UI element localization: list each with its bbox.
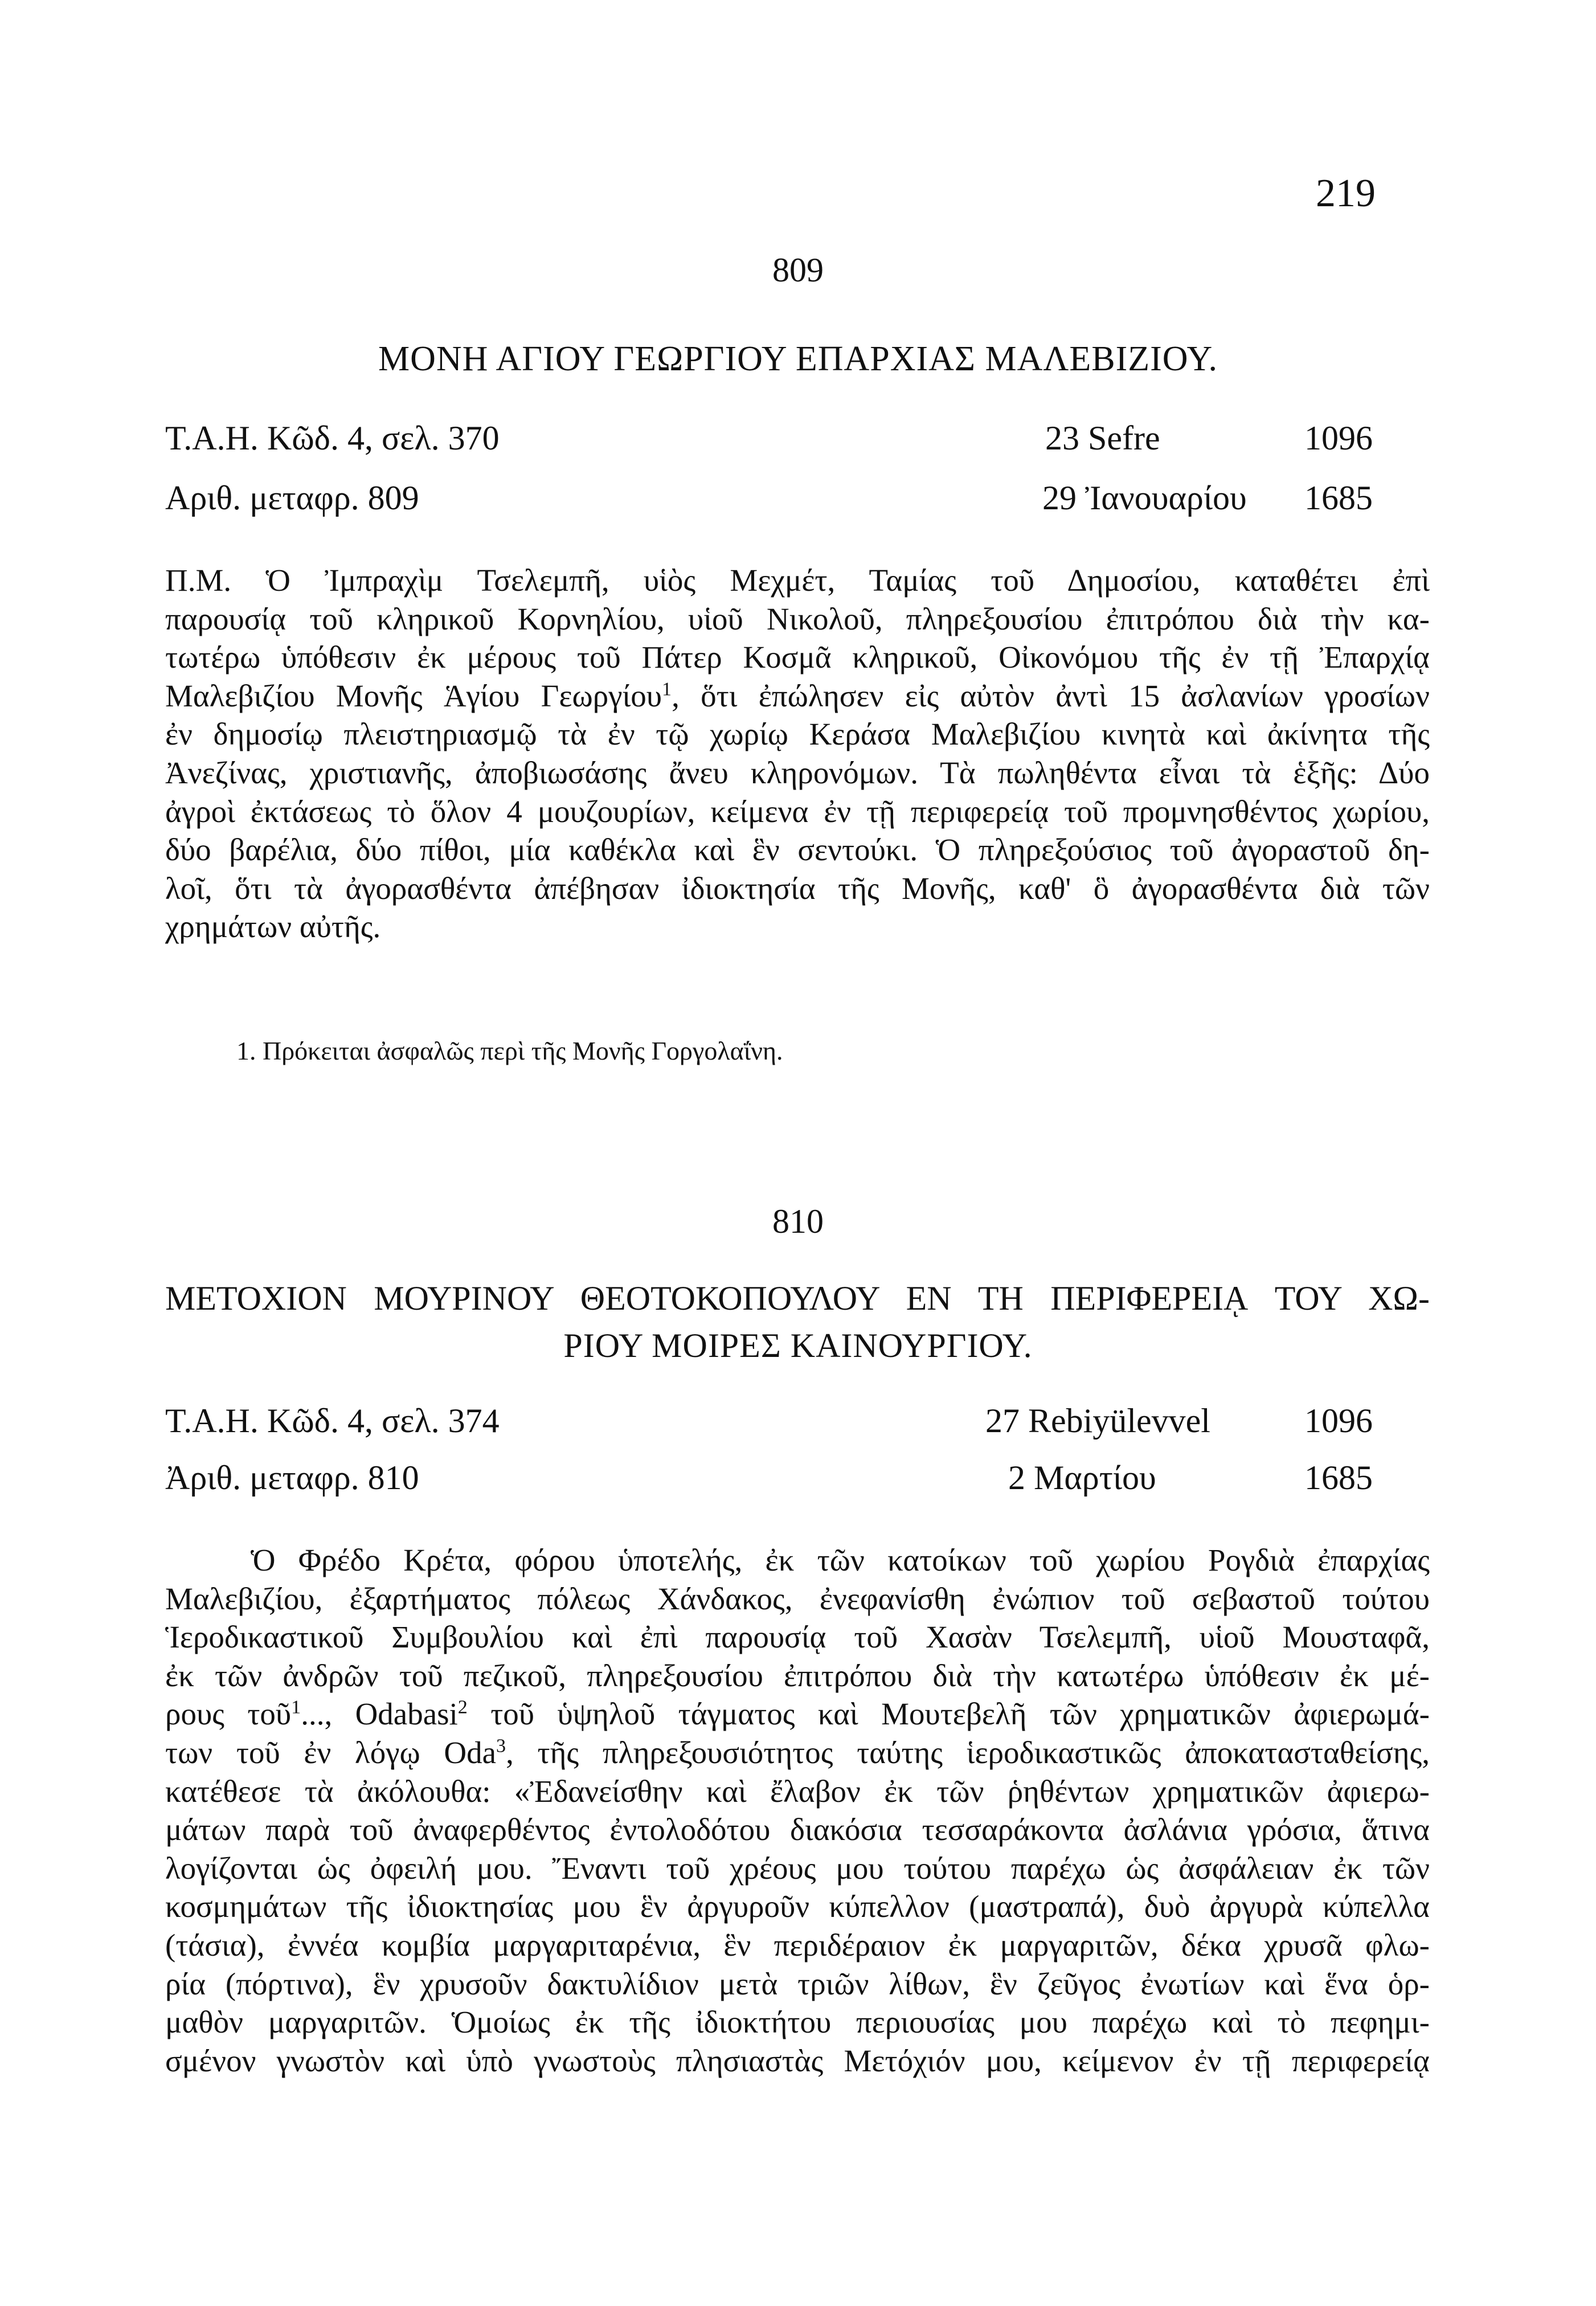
body-line: Ἀνεζίνας, χριστιανῆς, ἀποβιωσάσης ἄνευ κληρονόμων. Τὰ πωληθέντα εἶναι τὰ ἑξῆς: Δύο [165, 755, 1430, 790]
gregorian-year-809: 1685 [1304, 479, 1373, 517]
body-line: ἀγροὶ ἐκτάσεως τὸ ὅλον 4 μουζουρίων, κείμενα ἐν τῇ περιφερείᾳ τοῦ προμνησθέντος χωρίου, [165, 794, 1430, 829]
body-line: λοῖ, ὅτι τὰ ἀγορασθέντα ἀπέβησαν ἰδιοκτησία τῆς Μονῆς, καθ' ὃ ἀγορασθέντα διὰ τῶν [165, 870, 1430, 906]
document-number-810: 810 [772, 1203, 824, 1240]
document-title-809: ΜΟΝΗ ΑΓΙΟΥ ΓΕΩΡΓΙΟΥ ΕΠΑΡΧΙΑΣ ΜΑΛΕΒΙΖΙΟΥ. [378, 340, 1218, 378]
hijri-year-809: 1096 [1304, 419, 1373, 457]
footnote-marker: 1 [662, 678, 672, 700]
body-line [165, 1695, 1430, 1733]
hijri-date-810: 27 Rebiyülevvel [985, 1402, 1210, 1440]
document-title-810-line-1: ΜΕΤΟΧΙΟΝ ΜΟΥΡΙΝΟΥ ΘΕΟΤΟΚΟΠΟΥΛΟΥ ΕΝ ΤΗ ΠΕΡΙΦΕΡΕΙᾼ ΤΟΥ ΧΩ- [165, 1279, 1430, 1317]
body-line: ρία (πόρτινα), ἓν χρυσοῦν δακτυλίδιον μετὰ τριῶν λίθων, ἓν ζεῦγος ἐνωτίων καὶ ἕνα ὁρ- [165, 1966, 1430, 2001]
body-line: δύο βαρέλια, δύο πίθοι, μία καθέκλα καὶ ἓν σεντούκι. Ὁ πληρεξούσιος τοῦ ἀγοραστοῦ δη- [165, 832, 1430, 868]
archive-reference-809: Τ.Α.Η. Κῶδ. 4, σελ. 370 [165, 419, 500, 457]
body-line: παρουσίᾳ τοῦ κληρικοῦ Κορνηλίου, υἱοῦ Νικολοῦ, πληρεξουσίου ἐπιτρόπου διὰ τὴν κα- [165, 601, 1430, 636]
translation-number-810: Ἀριθ. μεταφρ. 810 [165, 1459, 419, 1497]
body-line: λογίζονται ὡς ὀφειλή μου. Ἔναντι τοῦ χρέους μου τούτου παρέχω ὡς ἀσφάλειαν ἐκ τῶν [165, 1850, 1430, 1886]
page-number: 219 [1316, 171, 1376, 215]
footnote-809: 1. Πρόκειται ἀσφαλῶς περὶ τῆς Μονῆς Γοργολαΐνη. [236, 1036, 783, 1065]
body-line: Ὁ Φρέδο Κρέτα, φόρου ὑποτελής, ἐκ τῶν κατοίκων τοῦ χωρίου Ρογδιὰ ἐπαρχίας [251, 1543, 1430, 1577]
body-line: μαθὸν μαργαριτῶν. Ὁμοίως ἐκ τῆς ἰδιοκτήτου περιουσίας μου παρέχω καὶ τὸ πεφημι- [165, 2005, 1430, 2040]
body-text-segment: ρους τοῦ [165, 1696, 292, 1732]
body-line: (τάσια), ἐννέα κομβία μαργαριταρένια, ἓν περιδέραιον ἐκ μαργαριτῶν, δέκα χρυσᾶ φλω- [165, 1927, 1430, 1962]
gregorian-date-809: 29 Ἰανουαρίου [1042, 479, 1247, 517]
footnote-marker: 3 [496, 1735, 506, 1757]
document-number-809: 809 [772, 251, 824, 289]
document-body-810 [165, 1541, 1430, 2080]
body-line: χρημάτων αὐτῆς. [165, 909, 381, 945]
body-text-segment: ..., Odabasi [301, 1696, 458, 1732]
gregorian-year-810: 1685 [1304, 1459, 1373, 1497]
document-title-810-line-2: ΡΙΟΥ ΜΟΙΡΕΣ ΚΑΙΝΟΥΡΓΙΟΥ. [563, 1327, 1033, 1364]
body-line: τωτέρω ὑπόθεσιν ἐκ μέρους τοῦ Πάτερ Κοσμᾶ κληρικοῦ, Οἰκονόμου τῆς ἐν τῇ Ἐπαρχίᾳ [165, 640, 1430, 675]
gregorian-date-810: 2 Μαρτίου [1008, 1459, 1156, 1497]
archive-reference-810: Τ.Α.Η. Κῶδ. 4, σελ. 374 [165, 1402, 500, 1440]
body-line: Ἱεροδικαστικοῦ Συμβουλίου καὶ ἐπὶ παρουσίᾳ τοῦ Χασὰν Τσελεμπῆ, υἱοῦ Μουσταφᾶ, [165, 1620, 1430, 1655]
translation-number-809: Αριθ. μεταφρ. 809 [165, 479, 419, 517]
hijri-year-810: 1096 [1304, 1402, 1373, 1440]
body-line: μάτων παρὰ τοῦ ἀναφερθέντος ἐντολοδότου διακόσια τεσσαράκοντα ἀσλάνια γρόσια, ἅτινα [165, 1812, 1430, 1847]
body-line: κοσμημάτων τῆς ἰδιοκτησίας μου ἓν ἀργυροῦν κύπελλον (μαστραπά), δυὸ ἀργυρὰ κύπελλα [165, 1889, 1430, 1924]
document-body-809 [165, 561, 1430, 946]
hijri-date-809: 23 Sefre [1045, 419, 1160, 457]
body-text-segment: των τοῦ ἐν λόγῳ Oda [165, 1735, 497, 1770]
body-line: ἐν δημοσίῳ πλειστηριασμῷ τὰ ἐν τῷ χωρίῳ Κεράσα Μαλεβιζίου κινητὰ καὶ ἀκίνητα τῆς [165, 717, 1430, 752]
body-line: ἐκ τῶν ἀνδρῶν τοῦ πεζικοῦ, πληρεξουσίου ἐπιτρόπου διὰ τὴν κατωτέρω ὑπόθεσιν ἐκ μέ- [165, 1658, 1430, 1693]
body-text-segment: Μαλεβιζίου Μονῆς Ἁγίου Γεωργίου [165, 678, 662, 713]
body-line: Μαλεβιζίου, ἐξαρτήματος πόλεως Χάνδακος, ἐνεφανίσθη ἐνώπιον τοῦ σεβαστοῦ τούτου [165, 1581, 1430, 1616]
body-line: Π.Μ. Ὁ Ἰμπραχὶμ Τσελεμπῆ, υἱὸς Μεχμέτ, Ταμίας τοῦ Δημοσίου, καταθέτει ἐπὶ [165, 563, 1430, 598]
body-line [165, 677, 1430, 715]
body-text-segment: τοῦ ὑψηλοῦ τάγματος καὶ Μουτεβελῆ τῶν χρηματικῶν ἀφιερωμά- [467, 1696, 1430, 1732]
body-line [165, 1733, 1430, 1772]
body-text-segment: , τῆς πληρεξουσιότητος ταύτης ἱεροδικαστικῶς ἀποκατασταθείσης, [506, 1735, 1430, 1770]
footnote-marker: 2 [457, 1697, 468, 1719]
footnote-marker: 1 [291, 1697, 301, 1719]
body-line: κατέθεσε τὰ ἀκόλουθα: «Ἐδανείσθην καὶ ἔλαβον ἐκ τῶν ῥηθέντων χρηματικῶν ἀφιερω- [165, 1773, 1430, 1809]
body-line: σμένον γνωστὸν καὶ ὑπὸ γνωστοὺς πλησιαστὰς Μετόχιόν μου, κείμενον ἐν τῇ περιφερείᾳ [165, 2043, 1430, 2078]
body-text-segment: , ὅτι ἐπώλησεν εἰς αὐτὸν ἀντὶ 15 ἀσλανίων γροσίων [672, 678, 1430, 713]
